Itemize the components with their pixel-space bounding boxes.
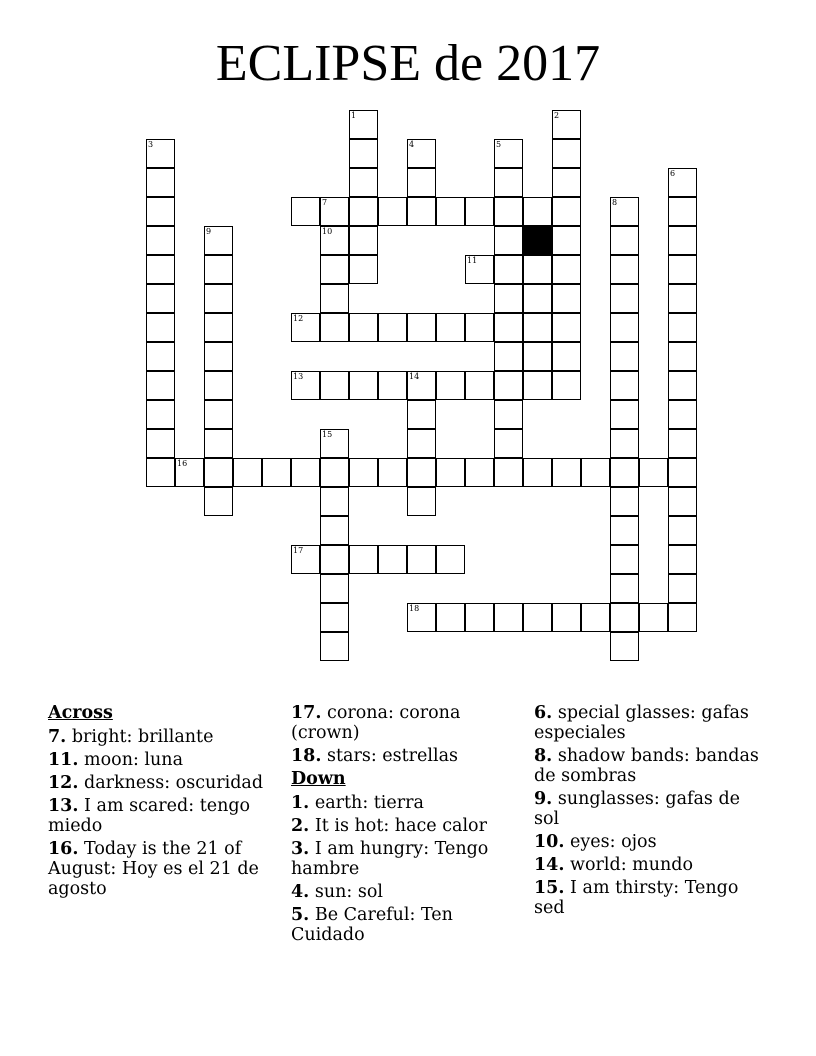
grid-cell[interactable]: [204, 313, 233, 342]
clue-number: 18.: [291, 746, 322, 766]
grid-cell[interactable]: [494, 429, 523, 458]
clue-text: I am hungry: Tengo hambre: [291, 839, 489, 879]
grid-cell[interactable]: [320, 429, 349, 458]
clue-across-12: [48, 773, 280, 793]
clue-down-3: [291, 839, 523, 879]
grid-cell[interactable]: [610, 603, 639, 632]
grid-cell[interactable]: [146, 197, 175, 226]
grid-cell[interactable]: [175, 458, 204, 487]
grid-cell[interactable]: [581, 458, 610, 487]
grid-cell[interactable]: [668, 168, 697, 197]
clue-number: 13.: [48, 796, 79, 816]
clue-text: earth: tierra: [314, 793, 424, 813]
clue-number: 5.: [291, 905, 310, 925]
grid-cell[interactable]: [146, 400, 175, 429]
grid-cell[interactable]: [552, 197, 581, 226]
grid-cell[interactable]: [146, 458, 175, 487]
grid-cell[interactable]: [204, 400, 233, 429]
grid-cell[interactable]: [523, 458, 552, 487]
grid-cell[interactable]: [320, 197, 349, 226]
grid-cell[interactable]: [610, 516, 639, 545]
clue-down-15: [534, 878, 766, 918]
grid-cell[interactable]: [407, 458, 436, 487]
grid-cell[interactable]: [320, 226, 349, 255]
grid-cell[interactable]: [436, 545, 465, 574]
grid-cell[interactable]: [668, 487, 697, 516]
grid-cell[interactable]: [610, 487, 639, 516]
grid-cell[interactable]: [436, 603, 465, 632]
grid-cell[interactable]: [552, 255, 581, 284]
grid-cell[interactable]: [146, 342, 175, 371]
grid-cell[interactable]: [320, 487, 349, 516]
clue-number-label: 17: [293, 546, 304, 555]
grid-cell[interactable]: [668, 400, 697, 429]
grid-cell[interactable]: [552, 313, 581, 342]
clue-number-label: 15: [322, 430, 333, 439]
clue-number: 12.: [48, 773, 79, 793]
grid-cell[interactable]: [610, 371, 639, 400]
clue-down-9: [534, 789, 766, 829]
clue-down-4: [291, 882, 523, 902]
grid-cell[interactable]: [204, 284, 233, 313]
grid-cell[interactable]: [552, 603, 581, 632]
grid-cell[interactable]: [523, 255, 552, 284]
grid-cell[interactable]: [436, 371, 465, 400]
grid-cell[interactable]: [610, 632, 639, 661]
grid-cell[interactable]: [494, 168, 523, 197]
clue-text: sunglasses: gafas de sol: [534, 789, 741, 829]
clue-number-label: 3: [148, 140, 154, 149]
grid-cell[interactable]: [349, 139, 378, 168]
clue-number-label: 16: [177, 459, 188, 468]
grid-cell[interactable]: [494, 603, 523, 632]
grid-cell[interactable]: [610, 458, 639, 487]
grid-cell[interactable]: [378, 458, 407, 487]
grid-cell[interactable]: [320, 458, 349, 487]
clue-text: Be Careful: Ten Cuidado: [291, 905, 453, 945]
clue-number-label: 4: [409, 140, 415, 149]
grid-cell[interactable]: [552, 371, 581, 400]
across-heading: Across: [48, 703, 113, 723]
grid-cell[interactable]: [291, 371, 320, 400]
grid-cell[interactable]: [668, 284, 697, 313]
grid-cell[interactable]: [494, 371, 523, 400]
clue-number: 17.: [291, 703, 322, 723]
grid-cell[interactable]: [320, 545, 349, 574]
grid-cell[interactable]: [465, 197, 494, 226]
grid-cell[interactable]: [204, 487, 233, 516]
grid-cell[interactable]: [320, 632, 349, 661]
grid-cell[interactable]: [610, 226, 639, 255]
clue-number-label: 11: [467, 256, 478, 265]
grid-cell[interactable]: [407, 168, 436, 197]
grid-cell[interactable]: [146, 139, 175, 168]
grid-cell[interactable]: [378, 197, 407, 226]
clue-number: 2.: [291, 816, 310, 836]
clue-text: I am thirsty: Tengo sed: [534, 878, 739, 918]
grid-cell[interactable]: [407, 139, 436, 168]
grid-cell[interactable]: [465, 458, 494, 487]
clue-number-label: 12: [293, 314, 304, 323]
grid-cell[interactable]: [610, 284, 639, 313]
grid-cell[interactable]: [668, 458, 697, 487]
grid-cell[interactable]: [204, 342, 233, 371]
clue-down-2: [291, 816, 523, 836]
clue-across-18: [291, 746, 523, 766]
clue-number-label: 9: [206, 227, 212, 236]
clue-across-13: [48, 796, 280, 836]
grid-cell[interactable]: [668, 226, 697, 255]
clue-text: world: mundo: [570, 855, 694, 875]
grid-cell[interactable]: [610, 400, 639, 429]
clue-across-7: [48, 727, 280, 747]
clue-number: 11.: [48, 750, 79, 770]
clue-text: sun: sol: [314, 882, 383, 902]
clue-number: 15.: [534, 878, 565, 898]
grid-cell[interactable]: [146, 226, 175, 255]
clue-text: Today is the 21 of August: Hoy es el 21 de agosto: [48, 839, 259, 899]
clue-text: corona: corona (crown): [291, 703, 461, 743]
clue-text: I am scared: tengo miedo: [48, 796, 251, 836]
grid-cell[interactable]: [436, 313, 465, 342]
clue-number-label: 2: [554, 111, 560, 120]
clue-text: special glasses: gafas especiales: [534, 703, 749, 743]
grid-cell[interactable]: [436, 458, 465, 487]
clue-number: 7.: [48, 727, 67, 747]
grid-cell[interactable]: [552, 458, 581, 487]
clue-number: 3.: [291, 839, 310, 859]
grid-cell[interactable]: [204, 255, 233, 284]
clue-number-label: 8: [612, 198, 618, 207]
grid-cell[interactable]: [349, 371, 378, 400]
grid-cell[interactable]: [146, 284, 175, 313]
grid-cell[interactable]: [320, 371, 349, 400]
grid-cell[interactable]: [494, 400, 523, 429]
down-heading: Down: [291, 769, 346, 789]
clue-number: 14.: [534, 855, 565, 875]
grid-cell[interactable]: [465, 255, 494, 284]
grid-cell[interactable]: [610, 545, 639, 574]
grid-cell[interactable]: [668, 255, 697, 284]
grid-cell[interactable]: [407, 371, 436, 400]
grid-cell[interactable]: [494, 139, 523, 168]
grid-cell[interactable]: [494, 313, 523, 342]
grid-cell[interactable]: [552, 342, 581, 371]
grid-cell[interactable]: [320, 516, 349, 545]
grid-cell[interactable]: [378, 371, 407, 400]
clue-number-label: 5: [496, 140, 502, 149]
grid-cell[interactable]: [668, 342, 697, 371]
grid-cell[interactable]: [291, 458, 320, 487]
clue-text: bright: brillante: [71, 727, 214, 747]
grid-cell[interactable]: [523, 371, 552, 400]
clue-down-6: [534, 703, 766, 743]
clue-number-label: 14: [409, 372, 420, 381]
grid-cell[interactable]: [378, 545, 407, 574]
clues-column-1: [48, 703, 280, 902]
clue-down-14: [534, 855, 766, 875]
grid-cell[interactable]: [523, 197, 552, 226]
clue-number-label: 1: [351, 111, 357, 120]
grid-cell[interactable]: [320, 255, 349, 284]
grid-cell[interactable]: [349, 110, 378, 139]
clue-text: shadow bands: bandas de sombras: [534, 746, 759, 786]
grid-cell[interactable]: [610, 313, 639, 342]
clues-column-2: [291, 703, 523, 948]
clue-number-label: 18: [409, 604, 420, 613]
clue-text: eyes: ojos: [570, 832, 657, 852]
grid-cell[interactable]: [465, 313, 494, 342]
clue-number: 4.: [291, 882, 310, 902]
grid-cell[interactable]: [204, 458, 233, 487]
grid-cell[interactable]: [494, 284, 523, 313]
grid-cell[interactable]: [349, 313, 378, 342]
grid-cell[interactable]: [581, 603, 610, 632]
grid-cell[interactable]: [610, 197, 639, 226]
grid-cell[interactable]: [668, 313, 697, 342]
grid-cell[interactable]: [291, 313, 320, 342]
clue-down-10: [534, 832, 766, 852]
grid-cell[interactable]: [262, 458, 291, 487]
grid-cell[interactable]: [523, 313, 552, 342]
grid-cell[interactable]: [204, 226, 233, 255]
grid-cell[interactable]: [146, 168, 175, 197]
grid-cell[interactable]: [407, 313, 436, 342]
grid-cell[interactable]: [610, 342, 639, 371]
clue-number: 9.: [534, 789, 553, 809]
clue-number-label: 13: [293, 372, 304, 381]
clue-down-1: [291, 793, 523, 813]
clue-down-8: [534, 746, 766, 786]
grid-cell[interactable]: [552, 110, 581, 139]
grid-cell[interactable]: [146, 313, 175, 342]
grid-cell[interactable]: [668, 371, 697, 400]
grid-cell[interactable]: [610, 429, 639, 458]
grid-cell[interactable]: [291, 545, 320, 574]
grid-cell[interactable]: [407, 545, 436, 574]
clue-number: 10.: [534, 832, 565, 852]
grid-cell[interactable]: [204, 371, 233, 400]
grid-cell[interactable]: [407, 197, 436, 226]
grid-cell[interactable]: [320, 603, 349, 632]
grid-cell[interactable]: [552, 139, 581, 168]
grid-cell[interactable]: [610, 255, 639, 284]
clue-number: 16.: [48, 839, 79, 859]
grid-cell[interactable]: [349, 458, 378, 487]
grid-cell[interactable]: [349, 197, 378, 226]
grid-cell[interactable]: [378, 313, 407, 342]
clue-text: stars: estrellas: [327, 746, 458, 766]
clue-across-17: [291, 703, 523, 743]
grid-cell[interactable]: [639, 458, 668, 487]
grid-cell[interactable]: [436, 197, 465, 226]
grid-cell[interactable]: [146, 371, 175, 400]
grid-cell[interactable]: [465, 603, 494, 632]
grid-cell[interactable]: [146, 255, 175, 284]
grid-cell[interactable]: [552, 168, 581, 197]
grid-cell[interactable]: [668, 516, 697, 545]
grid-cell[interactable]: [494, 342, 523, 371]
grid-cell[interactable]: [668, 545, 697, 574]
grid-cell[interactable]: [494, 458, 523, 487]
grid-cell[interactable]: [320, 284, 349, 313]
clue-text: It is hot: hace calor: [314, 816, 487, 836]
grid-cell[interactable]: [668, 197, 697, 226]
grid-cell[interactable]: [610, 574, 639, 603]
clue-across-16: [48, 839, 280, 899]
shaded-cell: [523, 226, 552, 255]
grid-cell[interactable]: [494, 197, 523, 226]
grid-cell[interactable]: [668, 429, 697, 458]
grid-cell[interactable]: [523, 342, 552, 371]
grid-cell[interactable]: [552, 226, 581, 255]
clue-number-label: 7: [322, 198, 328, 207]
clue-number-label: 10: [322, 227, 333, 236]
grid-cell[interactable]: [407, 487, 436, 516]
clues-column-3: [534, 703, 766, 921]
grid-cell[interactable]: [349, 168, 378, 197]
clue-number: 8.: [534, 746, 553, 766]
grid-cell[interactable]: [320, 313, 349, 342]
grid-cell[interactable]: [465, 371, 494, 400]
grid-cell[interactable]: [523, 284, 552, 313]
clue-text: darkness: oscuridad: [84, 773, 264, 793]
grid-cell[interactable]: [668, 574, 697, 603]
grid-cell[interactable]: [552, 284, 581, 313]
clue-down-5: [291, 905, 523, 945]
clue-number: 1.: [291, 793, 310, 813]
grid-cell[interactable]: [320, 574, 349, 603]
grid-cell[interactable]: [146, 429, 175, 458]
grid-cell[interactable]: [233, 458, 262, 487]
grid-cell[interactable]: [349, 226, 378, 255]
grid-cell[interactable]: [407, 400, 436, 429]
grid-cell[interactable]: [204, 429, 233, 458]
grid-cell[interactable]: [407, 603, 436, 632]
grid-cell[interactable]: [407, 429, 436, 458]
clue-across-11: [48, 750, 280, 770]
grid-cell[interactable]: [494, 226, 523, 255]
grid-cell[interactable]: [668, 603, 697, 632]
clue-text: moon: luna: [84, 750, 183, 770]
puzzle-title: ECLIPSE de 2017: [215, 35, 601, 92]
grid-cell[interactable]: [291, 197, 320, 226]
clue-number-label: 6: [670, 169, 676, 178]
grid-cell[interactable]: [349, 255, 378, 284]
grid-cell[interactable]: [494, 255, 523, 284]
clue-number: 6.: [534, 703, 553, 723]
grid-cell[interactable]: [639, 603, 668, 632]
grid-cell[interactable]: [349, 545, 378, 574]
grid-cell[interactable]: [523, 603, 552, 632]
